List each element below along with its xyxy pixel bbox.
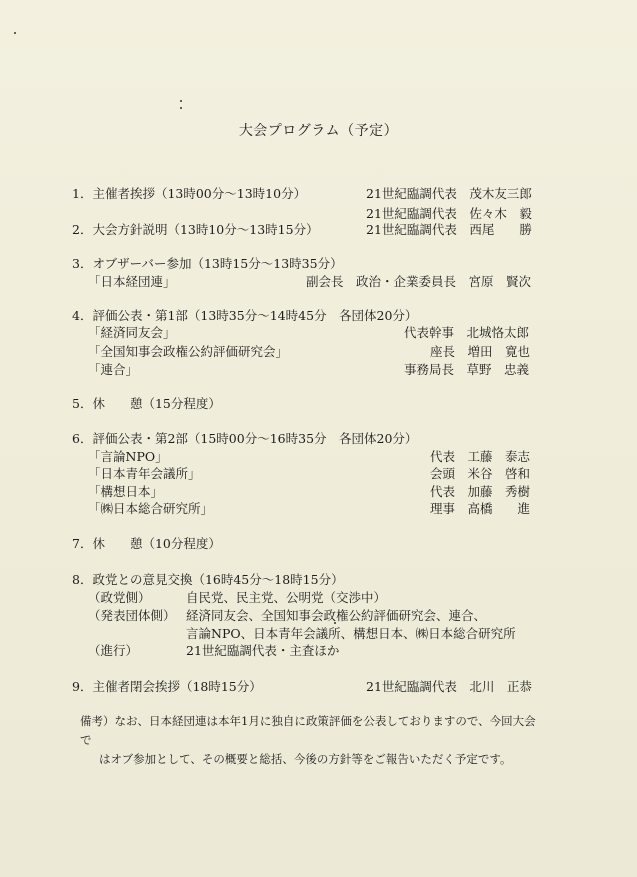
- item-6-org: 「構想日本」: [88, 484, 164, 499]
- item-6-org: 「㈱日本総合研究所」: [88, 501, 214, 516]
- item-6-person: 代表 加藤 秀樹: [430, 484, 531, 499]
- item-1-label: 1．主催者挨拶（13時00分〜13時10分）: [72, 186, 307, 201]
- scan-speck: [14, 32, 16, 34]
- item-4-org: 「連合」: [88, 362, 139, 377]
- item-1-speaker-2: 21世紀臨調代表 佐々木 毅: [366, 206, 532, 221]
- item-4-person: 事務局長 草野 忠義: [404, 362, 530, 377]
- item-8-moderator-value: 21世紀臨調代表・主査ほか: [186, 643, 340, 658]
- remarks: [80, 712, 540, 769]
- item-6-person: 代表 工藤 泰志: [430, 449, 531, 464]
- item-7-label: 7．休 憩（10分程度）: [72, 536, 221, 551]
- remarks-line-1: 備考）なお、日本経団連は本年1月に独自に政策評価を公表しておりますので、今回大会で: [80, 714, 536, 747]
- item-4-org: 「経済同友会」: [88, 325, 176, 340]
- item-8-party-value: 自民党、民主党、公明党（交渉中）: [186, 590, 387, 605]
- item-3-speaker: 副会長 政治・企業委員長 宮原 賢次: [306, 274, 532, 289]
- scan-speck: [180, 107, 182, 109]
- item-8-label: 8．政党との意見交換（16時45分〜18時15分）: [72, 572, 344, 587]
- item-5-label: 5．休 憩（15分程度）: [72, 396, 221, 411]
- item-6-org: 「言論NPO」: [88, 449, 168, 464]
- item-8-group-value: 経済同友会、全国知事会政権公約評価研究会、連合、: [186, 608, 487, 623]
- item-9-label: 9．主催者閉会挨拶（18時15分）: [72, 679, 262, 694]
- item-2-speaker: 21世紀臨調代表 西尾 勝: [366, 222, 532, 237]
- scan-speck: [180, 100, 182, 102]
- item-8-group-value-2: 言論NPO、日本青年会議所、構想日本、㈱日本総合研究所: [186, 626, 516, 641]
- item-8-moderator-label: （進行）: [88, 643, 139, 658]
- item-4-org: 「全国知事会政権公約評価研究会」: [88, 344, 289, 359]
- item-6-person: 会頭 米谷 啓和: [430, 466, 531, 481]
- item-4-person: 代表幹事 北城恪太郎: [404, 325, 530, 340]
- item-2-label: 2．大会方針説明（13時10分〜13時15分）: [72, 222, 319, 237]
- item-1-speaker-1: 21世紀臨調代表 茂木友三郎: [366, 186, 532, 201]
- item-4-person: 座長 増田 寛也: [430, 344, 531, 359]
- item-8-party-label: （政党側）: [88, 590, 151, 605]
- page-title: 大会プログラム（予定）: [238, 123, 399, 139]
- item-8-group-label: （発表団体側）: [88, 608, 176, 623]
- item-6-org: 「日本青年会議所」: [88, 466, 201, 481]
- item-6-person: 理事 高橋 進: [430, 501, 531, 516]
- item-3-label: 3．オブザーバー参加（13時15分〜13時35分）: [72, 256, 343, 271]
- item-4-label: 4．評価公表・第1部（13時35分〜14時45分 各団体20分）: [72, 308, 418, 323]
- item-3-org: 「日本経団連」: [88, 274, 176, 289]
- remarks-line-2: はオブ参加として、その概要と総括、今後の方針等をご報告いただく予定です。: [99, 752, 512, 766]
- item-9-speaker: 21世紀臨調代表 北川 正恭: [366, 679, 532, 694]
- item-6-label: 6．評価公表・第2部（15時00分〜16時35分 各団体20分）: [72, 431, 418, 446]
